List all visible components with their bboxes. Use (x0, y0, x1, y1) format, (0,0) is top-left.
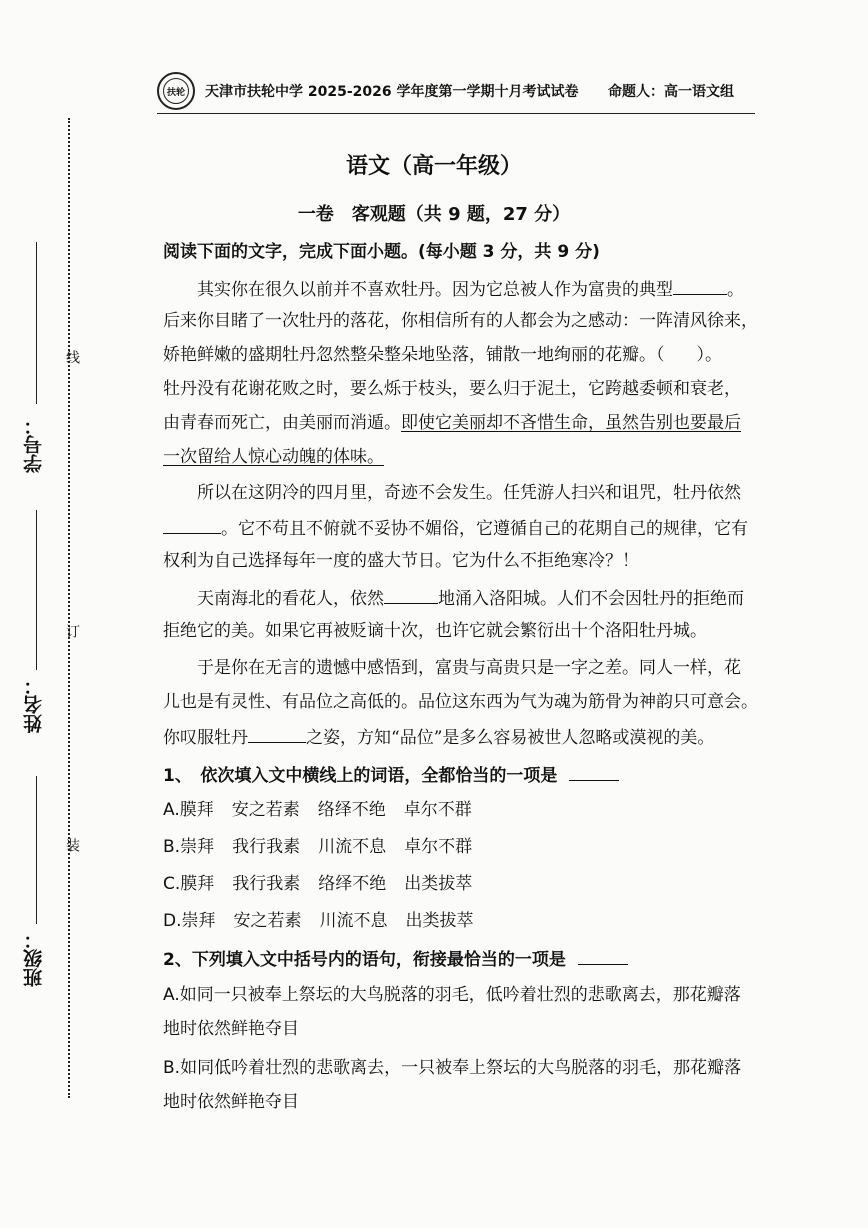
passage-text: 。它不苟且不俯就不妥协不媚俗，它遵循自己的花期自己的规律，它有 (221, 519, 748, 539)
passage-line: 后来你目睹了一次牡丹的落花，你相信所有的人都会为之感动：一阵清风徐来， (163, 311, 758, 331)
passage-line: 儿也是有灵性、有品位之高低的。品位这东西为气为魂为筋骨为神韵只可意会。 (163, 692, 758, 712)
question-2-answer-blank[interactable] (578, 948, 628, 965)
student-id-fill-line[interactable] (36, 242, 37, 404)
section-title: 一卷 客观题（共 9 题，27 分） (297, 204, 571, 225)
passage-line: 拒绝它的美。如果它再被贬谪十次，也许它就会繁衍出十个洛阳牡丹城。 (163, 621, 707, 641)
passage-text: 天南海北的看花人，依然 (197, 589, 384, 609)
question-2-option-b-cont: 地时依然鲜艳夺目 (163, 1092, 299, 1112)
option-label: B. (163, 837, 181, 857)
passage-text: 其实你在很久以前并不喜欢牡丹。因为它总被人作为富贵的典型 (197, 280, 673, 300)
option-label: D. (163, 911, 182, 931)
passage-text: 由青春而死亡，由美丽而消遁。 (163, 413, 401, 433)
answer-blank-4[interactable] (248, 726, 306, 743)
school-exam-title: 天津市扶轮中学 2025-2026 学年度第一学期十月考试试卷 (205, 84, 579, 100)
option-word: 安之若素 (231, 800, 300, 820)
passage-line (163, 517, 758, 539)
option-word: 膜拜 (179, 800, 214, 820)
passage-text: 地涌入洛阳城。人们不会因牡丹的拒绝而 (438, 589, 744, 609)
option-label: A. (163, 800, 180, 820)
passage-line: 于是你在无言的遗憾中感悟到，富贵与高贵只是一字之差。同人一样，花 (197, 658, 741, 678)
option-word: 我行我素 (232, 874, 301, 894)
class-label: 班级： (23, 930, 45, 987)
option-word: 络绎不绝 (317, 800, 386, 820)
passage-text: 之姿，方知“品位”是多么容易被世人忽略或漠视的美。 (306, 728, 715, 748)
binding-dotted-line (68, 118, 70, 1098)
option-word: 川流不息 (318, 837, 387, 857)
passage-line (197, 278, 758, 300)
question-1-option-b[interactable] (163, 837, 490, 857)
question-text: 1、 依次填入文中横线上的词语，全都恰当的一项是 (163, 766, 558, 786)
subject-title: 语文（高一年级） (345, 154, 522, 179)
question-1-option-a[interactable] (163, 800, 490, 820)
binding-mark-zhuang: 装 (64, 838, 80, 852)
question-2-option-a[interactable]: A.如同一只被奉上祭坛的大鸟脱落的羽毛，低吟着壮烈的悲歌离去，那花瓣落 (163, 985, 741, 1005)
passage-line (163, 447, 758, 467)
question-1-stem (163, 764, 758, 786)
option-word: 卓尔不群 (403, 800, 472, 820)
binding-mark-line: 线 (64, 350, 80, 364)
binding-mark-ding: 订 (64, 624, 80, 638)
school-logo (157, 72, 195, 110)
answer-blank-2[interactable] (163, 517, 221, 534)
header-rule (157, 113, 755, 114)
question-2-stem (163, 948, 758, 970)
class-fill-line[interactable] (36, 776, 37, 924)
question-text: 2、下列填入文中括号内的语句，衔接最恰当的一项是 (163, 950, 566, 970)
option-word: 络绎不绝 (318, 874, 387, 894)
question-1-option-c[interactable] (163, 874, 490, 894)
option-word: 川流不息 (319, 911, 388, 931)
passage-line: 牡丹没有花谢花败之时，要么烁于枝头，要么归于泥土，它跨越委顿和衰老， (163, 379, 741, 399)
exam-author: 命题人：高一语文组 (608, 84, 734, 100)
option-word: 安之若素 (233, 911, 302, 931)
passage-text: 你叹服牡丹 (163, 728, 248, 748)
option-word: 出类拔萃 (404, 874, 473, 894)
question-2-option-b[interactable]: B.如同低吟着壮烈的悲歌离去，一只被奉上祭坛的大鸟脱落的羽毛，那花瓣落 (163, 1058, 742, 1078)
passage-line (163, 345, 758, 365)
passage-text: ）。 (696, 345, 722, 365)
option-label: C. (163, 874, 181, 894)
student-id-label: 学号： (23, 416, 45, 473)
reading-instructions: 阅读下面的文字，完成下面小题。(每小题 3 分，共 9 分) (163, 242, 600, 262)
question-2-option-a-cont: 地时依然鲜艳夺目 (163, 1019, 299, 1039)
question-1-answer-blank[interactable] (569, 764, 619, 781)
underlined-sentence: 即使它美丽却不吝惜生命，虽然告别也要最后 (401, 413, 741, 433)
passage-text: 。 (727, 280, 744, 300)
passage-line: 权利为自己选择每年一度的盛大节日。它为什么不拒绝寒冷？！ (163, 551, 639, 571)
name-fill-line[interactable] (36, 510, 37, 670)
name-label: 姓名： (23, 676, 45, 733)
logo-emblem: 扶轮 (163, 78, 189, 104)
passage-line: 所以在这阴冷的四月里，奇迹不会发生。任凭游人扫兴和诅咒，牡丹依然 (197, 483, 741, 503)
option-word: 卓尔不群 (404, 837, 473, 857)
underlined-sentence: 一次留给人惊心动魄的体味。 (163, 447, 384, 467)
option-word: 崇拜 (180, 837, 215, 857)
answer-blank-1[interactable] (673, 278, 727, 295)
question-1-option-d[interactable] (163, 911, 492, 931)
passage-line (197, 587, 758, 609)
option-word: 膜拜 (180, 874, 215, 894)
option-word: 出类拔萃 (405, 911, 474, 931)
option-word: 崇拜 (181, 911, 216, 931)
passage-line (163, 726, 758, 748)
passage-line (163, 413, 758, 433)
answer-blank-3[interactable] (384, 587, 438, 604)
passage-text: 娇艳鲜嫩的盛期牡丹忽然整朵整朵地坠落，铺散一地绚丽的花瓣。（ (163, 345, 665, 365)
option-word: 我行我素 (232, 837, 301, 857)
